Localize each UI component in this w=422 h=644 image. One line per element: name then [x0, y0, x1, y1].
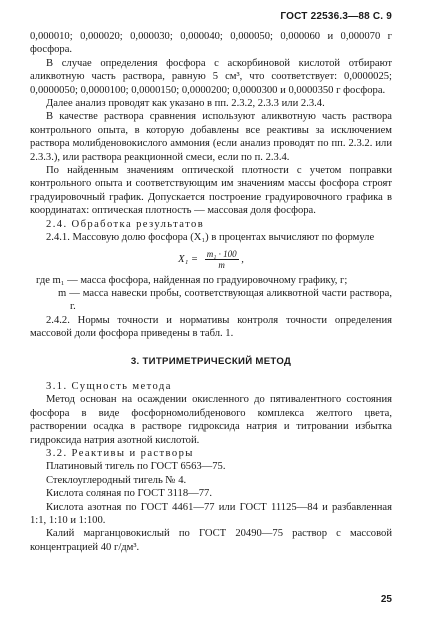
reagent-hydrochloric-acid: Кислота соляная по ГОСТ 3118—77. — [46, 488, 212, 500]
section-title-3: 3. ТИТРИМЕТРИЧЕСКИЙ МЕТОД — [130, 355, 292, 367]
paragraph-ascorbic: В случае определения фосфора с аскорбиновой кислотой отбирают аликвотную часть раствора, равную 5 см³, что соответствует: 0,0000025; 0,0000050; 0,0000100; 0,0000150; 0,0000200; 0,0000300 и 0,0000350 г фосфора. — [30, 57, 392, 96]
paragraph-continuation: 0,000010; 0,000020; 0,000030; 0,000040; 0,000050; 0,000060 и 0,000070 г фосфора. — [30, 31, 392, 56]
formula — [30, 249, 392, 270]
where-m: m — масса навески пробы, соответствующая аликвотной части раствора, г. — [58, 287, 392, 313]
subsection-heading-3-2: 3.2. Реактивы и растворы — [46, 447, 194, 459]
subsection-heading-2-4: 2.4. Обработка результатов — [46, 218, 205, 230]
formula-lhs: X₁ = — [178, 253, 199, 265]
paragraph-calibration: По найденным значениям оптической плотности с учетом поправки контрольного опыта и соответствующим им значениям массы фосфора строят градуировочный график. Допускается построение градуировочного графика в координатах: оптическая плотность — массовая доля фосфора. — [30, 165, 392, 217]
reagent-glassy-carbon-crucible: Стеклоуглеродный тигель № 4. — [46, 474, 187, 486]
paragraph-method: Метод основан на осаждении окисленного до пятивалентного состояния фосфора в виде фосфорномолибденового комплекса желтого цвета, растворении осадка в растворе гидроксида натрия и титровании избытка гидроксида натрия азотной кислотой. — [30, 394, 392, 446]
page-number: 25 — [380, 593, 392, 605]
reagent-potassium-permanganate: Калий марганцовокислый по ГОСТ 20490—75 раствор с массовой концентрацией 40 г/дм³. — [30, 528, 392, 553]
paragraph-2-4-1: 2.4.1. Массовую долю фосфора (X₁) в процентах вычисляют по формуле — [46, 232, 375, 244]
subsection-heading-3-1: 3.1. Сущность метода — [46, 380, 172, 392]
formula-numerator: m₁ · 100 — [206, 248, 237, 259]
formula-fraction — [205, 249, 239, 270]
paragraph-2-4-2: 2.4.2. Нормы точности и нормативы контроля точности определения массовой доли фосфора приведены в табл. 1. — [30, 314, 392, 340]
formula-denominator: m — [218, 259, 225, 270]
paragraph-analysis: Далее анализ проводят как указано в пп. 2.3.2, 2.3.3 или 2.3.4. — [46, 98, 325, 110]
reagent-nitric-acid: Кислота азотная по ГОСТ 4461—77 или ГОСТ 11125—84 и разбавленная 1:1, 1:10 и 1:100. — [30, 501, 392, 526]
paragraph-reference-solution: В качестве раствора сравнения используют аликвотную часть раствора контрольного опыта, в которую добавлены все реактивы за исключением раствора молибденовокислого аммония (если анализ проводят по пп. 2.3.2. или 2.3.3.), или раствора реакционной смеси, если по п. 2.3.4. — [30, 111, 392, 163]
page-header: ГОСТ 22536.3—88 С. 9 — [280, 11, 392, 22]
document-body — [30, 30, 392, 554]
reagent-platinum-crucible: Платиновый тигель по ГОСТ 6563—75. — [46, 461, 226, 473]
where-m1: где m₁ — масса фосфора, найденная по градуировочному графику, г; — [36, 274, 348, 286]
formula-tail: , — [241, 253, 244, 265]
